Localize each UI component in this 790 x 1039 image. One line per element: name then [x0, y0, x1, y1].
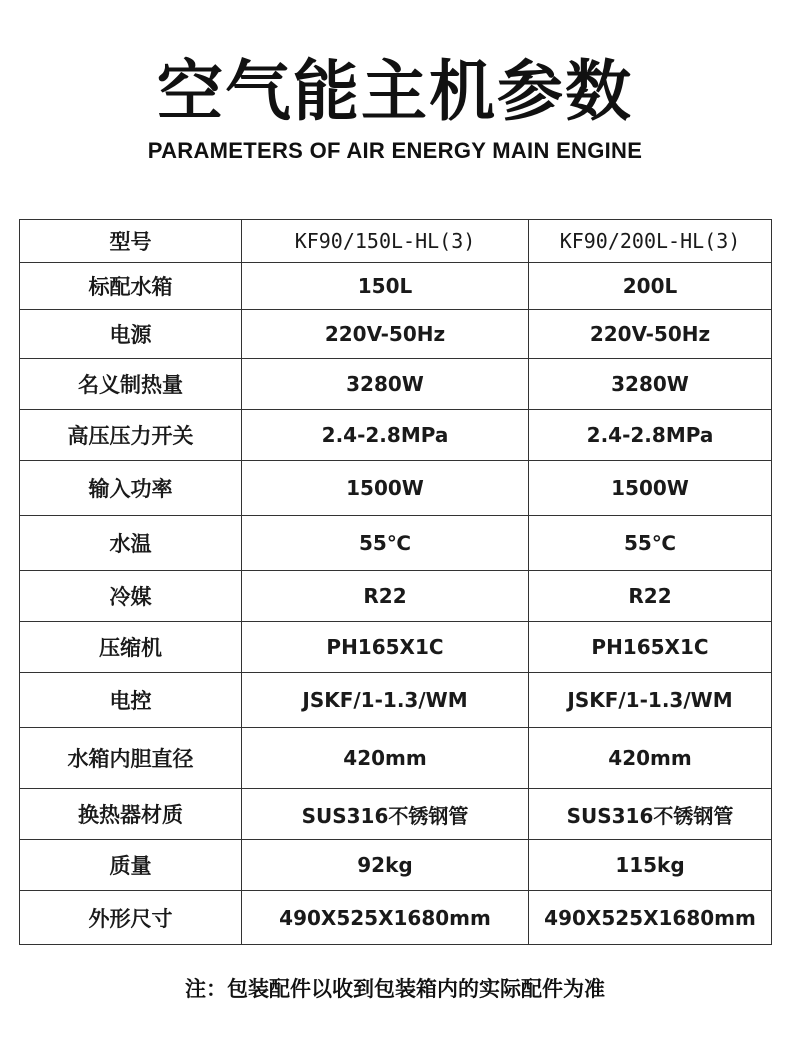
- controller-value-1: JSKF/1-1.3/WM: [242, 673, 529, 728]
- table-row: [20, 359, 772, 410]
- spec-table: [19, 219, 772, 945]
- row-label-tank: 标配水箱: [20, 263, 242, 310]
- input-power-value-1: 1500W: [242, 461, 529, 516]
- row-label-dimensions: 外形尺寸: [20, 891, 242, 945]
- row-label-power-supply: 电源: [20, 310, 242, 359]
- table-row: [20, 840, 772, 891]
- tank-value-1: 150L: [242, 263, 529, 310]
- table-row: [20, 461, 772, 516]
- power-supply-value-2: 220V-50Hz: [529, 310, 772, 359]
- dimensions-value-2: 490X525X1680mm: [529, 891, 772, 945]
- input-power-value-2: 1500W: [529, 461, 772, 516]
- row-label-input-power: 输入功率: [20, 461, 242, 516]
- table-row: [20, 571, 772, 622]
- exchanger-material-value-2: SUS316不锈钢管: [529, 789, 772, 840]
- table-row: [20, 673, 772, 728]
- row-label-controller: 电控: [20, 673, 242, 728]
- table-row: [20, 220, 772, 263]
- heating-capacity-value-1: 3280W: [242, 359, 529, 410]
- row-label-pressure-switch: 高压压力开关: [20, 410, 242, 461]
- page-subtitle: PARAMETERS OF AIR ENERGY MAIN ENGINE: [147, 138, 643, 163]
- row-label-water-temp: 水温: [20, 516, 242, 571]
- power-supply-value-1: 220V-50Hz: [242, 310, 529, 359]
- heating-capacity-value-2: 3280W: [529, 359, 772, 410]
- refrigerant-value-1: R22: [242, 571, 529, 622]
- exchanger-material-value-1: SUS316不锈钢管: [242, 789, 529, 840]
- table-row: [20, 789, 772, 840]
- pressure-switch-value-2: 2.4-2.8MPa: [529, 410, 772, 461]
- tank-value-2: 200L: [529, 263, 772, 310]
- table-row: [20, 410, 772, 461]
- water-temp-value-1: 55℃: [242, 516, 529, 571]
- row-label-heating-capacity: 名义制热量: [20, 359, 242, 410]
- tank-diameter-value-1: 420mm: [242, 728, 529, 789]
- refrigerant-value-2: R22: [529, 571, 772, 622]
- row-label-compressor: 压缩机: [20, 622, 242, 673]
- footnote: 注：包装配件以收到包装箱内的实际配件为准: [185, 977, 605, 1001]
- weight-value-2: 115kg: [529, 840, 772, 891]
- row-label-exchanger-material: 换热器材质: [20, 789, 242, 840]
- compressor-value-1: PH165X1C: [242, 622, 529, 673]
- tank-diameter-value-2: 420mm: [529, 728, 772, 789]
- model-value-1: KF90/150L-HL(3): [242, 220, 529, 263]
- model-value-2: KF90/200L-HL(3): [529, 220, 772, 263]
- row-label-refrigerant: 冷媒: [20, 571, 242, 622]
- table-row: [20, 728, 772, 789]
- controller-value-2: JSKF/1-1.3/WM: [529, 673, 772, 728]
- pressure-switch-value-1: 2.4-2.8MPa: [242, 410, 529, 461]
- weight-value-1: 92kg: [242, 840, 529, 891]
- row-label-tank-diameter: 水箱内胆直径: [20, 728, 242, 789]
- dimensions-value-1: 490X525X1680mm: [242, 891, 529, 945]
- table-row: [20, 516, 772, 571]
- table-row: [20, 891, 772, 945]
- table-row: [20, 622, 772, 673]
- page-title: 空气能主机参数: [157, 53, 633, 130]
- row-label-model: 型号: [20, 220, 242, 263]
- table-row: [20, 263, 772, 310]
- row-label-weight: 质量: [20, 840, 242, 891]
- water-temp-value-2: 55℃: [529, 516, 772, 571]
- compressor-value-2: PH165X1C: [529, 622, 772, 673]
- table-row: [20, 310, 772, 359]
